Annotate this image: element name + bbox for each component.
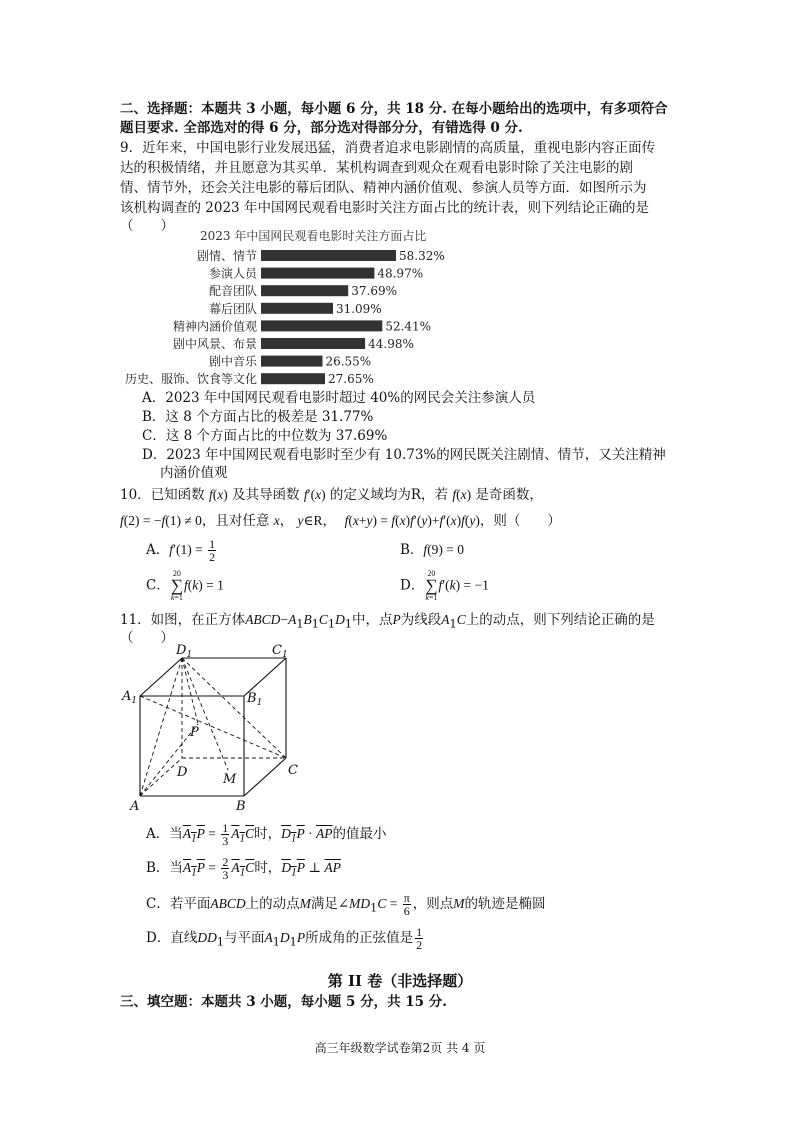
chart-category-label: 精神内涵价值观 — [172, 319, 257, 334]
label-c1: $C_1$ — [272, 643, 288, 660]
chart-category-label: 剧中风景、布景 — [172, 337, 257, 351]
q9-option-b: B．这 8 个方面占比的极差是 31.77% — [142, 409, 374, 425]
q11-option-a-text3: 的值最小 — [332, 826, 387, 842]
q9-paren: （ ） — [120, 218, 174, 234]
chart-bar — [261, 303, 333, 314]
chart-value-label: 44.98% — [368, 337, 414, 351]
seg-d1-m — [182, 658, 228, 770]
label-c: C — [288, 763, 298, 778]
q11-text3: 为线段 — [400, 612, 442, 628]
q11-option-d: D．直线$DD_1$与平面$A_1D_1P$所成角的正弦值是 $\frac{1}{2}$ — [146, 925, 423, 952]
q10-option-b-label: B． — [400, 542, 424, 558]
q11-text2: 中，点 — [352, 612, 393, 628]
chart-title: 2023 年中国网民观看电影时关注方面占比 — [200, 229, 427, 243]
section-3-heading: 三、填空题：本题共 3 小题，每小题 5 分，共 15 分. — [120, 994, 447, 1010]
q11-option-c-text4: ，则点 — [412, 896, 454, 912]
chart-category-label: 历史、服饰、饮食等文化 — [124, 372, 257, 387]
q11-option-c: C．若平面ABCD上的动点M满足$\angle MD_1C$ = $\frac{\pi}{6}$ ，则点M的轨迹是椭圆 — [146, 891, 546, 918]
q10-text2: 及其导函数 — [232, 487, 300, 503]
seg-d1-c — [182, 658, 286, 758]
q11-cube-figure — [120, 640, 310, 815]
chart-category-label: 幕后团队 — [208, 301, 257, 316]
q11-option-a: A．当$A_1P$ = $\frac{1}{3}$ $A_1C$时，$D_1P \cdot \overline{AP}$的值最小 — [146, 821, 387, 848]
chart-category-label: 剧中音乐 — [208, 354, 257, 369]
q11-text1: 11．如图，在正方体 — [120, 612, 246, 628]
q10-text1: 已知函数 — [150, 487, 205, 503]
chart-value-label: 52.41% — [385, 319, 432, 334]
chart-category-label: 配音团队 — [208, 284, 257, 299]
part-2-title: 第 II 卷（非选择题） — [327, 972, 473, 990]
q10-line1: 10．已知函数 f(x) 及其导函数 f′(x) 的定义域均为R，若 f(x) 是奇函数， — [120, 487, 543, 503]
q11-option-b-text1: B．当 — [146, 860, 183, 876]
chart-bar — [261, 338, 365, 349]
q11-paren: （ ） — [120, 630, 174, 646]
q10-option-a: A．f′(1) = $\frac{1}{2}$ — [146, 537, 216, 564]
chart-bar — [261, 320, 382, 331]
q9-bar-chart — [120, 228, 460, 390]
label-p: P — [190, 725, 199, 740]
chart-value-label: 31.09% — [335, 301, 382, 316]
q9-line2: 达的积极情绪，并且愿意为其买单．某机构调查到观众在观看电影时除了关注电影的剧 — [120, 160, 633, 176]
q11-line1: 11．如图，在正方体$ABCD-A_1B_1C_1D_1$中，点P为线段$A_1C$上的动点，则下列结论正确的是 — [120, 612, 655, 631]
chart-bar — [261, 250, 396, 261]
q9-line1: 9．近年来，中国电影行业发展迅猛，消费者追求电影剧情的高质量，重视电影内容正面传 — [120, 140, 656, 156]
q10-text4: 是奇函数， — [475, 487, 543, 503]
q11-option-d-text1: D．直线 — [146, 930, 198, 946]
q10-number: 10． — [120, 487, 151, 503]
chart-bar — [261, 373, 325, 384]
q10-option-a-label: A． — [146, 542, 170, 558]
label-a1: $A_1$ — [122, 689, 138, 706]
q9-line3: 情、情节外，还会关注电影的幕后团队、精神内涵价值观、参演人员等方面．如图所示为 — [120, 180, 647, 196]
chart-bar — [261, 268, 374, 279]
label-b1: $B_1$ — [247, 691, 263, 708]
label-a: A — [130, 799, 140, 814]
q11-option-d-text3: 所成角的正弦值是 — [305, 930, 414, 946]
chart-bar — [261, 285, 348, 296]
q11-text4: 上的动点，则下列结论正确的是 — [465, 612, 655, 628]
edge-a-d — [140, 758, 182, 796]
page-footer: 高三年级数学试卷第2页 共 4 页 — [314, 1041, 486, 1055]
q10-option-c: C．20 ∑ k=1f(k) = 1 — [146, 569, 224, 602]
chart-category-label: 剧情、情节 — [196, 249, 257, 263]
q11-option-c-text1: C．若平面 — [146, 896, 211, 912]
chart-value-label: 26.55% — [325, 354, 372, 369]
label-m: M — [223, 772, 237, 787]
q11-option-c-text3: 满足 — [310, 896, 338, 912]
q10-text3: 的定义域均为R，若 — [329, 487, 449, 503]
q9-option-a: A．2023 年中国网民观看电影时超过 40%的网民会关注参演人员 — [142, 390, 536, 406]
q10-option-c-label: C． — [146, 577, 170, 594]
q11-option-b: B．当$A_1P$ = $\frac{2}{3}$ $A_1C$时，$D_1P$ ⊥ $\overline{AP}$ — [146, 855, 341, 882]
edge-c-b — [244, 758, 286, 796]
q10-line2: f(2) = −f(1) ≠ 0，且对任意 x， y∈R， f(x+y) = f(x)f′(y)+f′(x)f(y)，则（ ） — [120, 513, 561, 529]
q11-option-d-text2: 与平面 — [224, 930, 265, 946]
chart-value-label: 37.69% — [351, 284, 398, 299]
section-2-heading-line1: 二、选择题：本题共 3 小题，每小题 6 分，共 18 分. 在每小题给出的选项中，有多项符合 — [120, 101, 668, 117]
q9-line4: 该机构调查的 2023 年中国网民观看电影时关注方面占比的统计表，则下列结论正确的是 — [120, 200, 649, 216]
diag-a1-c — [140, 696, 286, 758]
label-d1: $D_1$ — [176, 643, 193, 660]
q11-option-b-text2: 时， — [254, 860, 282, 876]
q11-option-a-text2: 时， — [254, 826, 282, 842]
chart-bar — [261, 356, 323, 367]
section-2-heading-line2: 题目要求. 全部选对的得 6 分，部分选对得部分分，有错选得 0 分. — [120, 120, 523, 136]
q11-option-c-text2: 上的动点 — [245, 896, 300, 912]
q10-text5: ，且对任意 — [201, 513, 270, 529]
q10-text6: ，则（ ） — [479, 513, 561, 529]
edge-a1-d1 — [140, 658, 182, 696]
chart-value-label: 58.32% — [399, 249, 445, 263]
q10-option-d: D．20 ∑ k=1f′(k) = −1 — [400, 569, 489, 602]
chart-value-label: 27.65% — [328, 372, 374, 387]
q9-option-d-line1: D．2023 年中国网民观看电影时至少有 10.73%的网民既关注剧情、情节，又关注精神 — [142, 447, 666, 463]
chart-value-label: 48.97% — [377, 266, 424, 281]
q10-option-d-label: D． — [400, 577, 425, 594]
seg-d1-a — [140, 658, 182, 796]
q9-option-d-line2: 内涵价值观 — [160, 465, 228, 481]
label-d: D — [177, 765, 188, 780]
label-b: B — [236, 799, 246, 814]
q11-option-a-text1: A．当 — [146, 826, 183, 842]
chart-category-label: 参演人员 — [208, 266, 257, 281]
q11-option-c-text5: 的轨迹是椭圆 — [464, 896, 546, 912]
q9-option-c: C．这 8 个方面占比的中位数为 37.69% — [142, 428, 388, 444]
q10-option-b: B．f(9) = 0 — [400, 542, 465, 558]
